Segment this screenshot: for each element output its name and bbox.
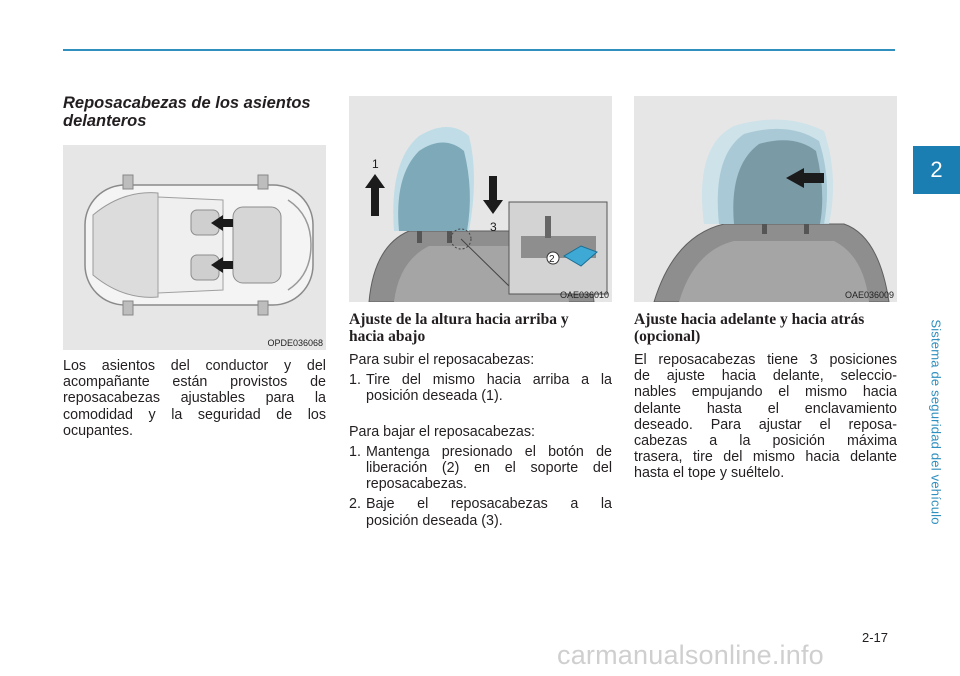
intro-paragraph: Los asientos del conductor y del acompañante están provistos de reposacabezas ajustables para la comodidad y la seguridad de los ocupantes. xyxy=(63,358,326,439)
column-tilt-adjustment xyxy=(634,96,897,482)
section-title-text: Sistema de seguridad del vehículo xyxy=(928,319,944,525)
up-arrow-icon xyxy=(365,174,385,216)
figure-label-1: 1 xyxy=(372,157,379,171)
figure-code: OPDE036068 xyxy=(267,338,323,348)
headrest-height-figure xyxy=(349,96,612,302)
column-height-adjustment xyxy=(349,96,612,529)
section-heading: Reposacabezas de los asientos delanteros xyxy=(63,94,311,130)
figure-label-3: 3 xyxy=(490,220,497,234)
watermark: carmanualsonline.info xyxy=(557,640,824,670)
tilt-paragraph: El reposacabezas tiene 3 posiciones de ajuste hacia delante, seleccio- nables empujando el mismo hacia delante hasta el enclavamiento deseado. Para ajustar el reposa- cabezas a la posición máxima trasera, tire del mismo hacia delante hasta el tope y suéltelo. xyxy=(634,352,897,482)
raise-step-1: 1. Tire del mismo hacia arriba a la posición deseada (1). xyxy=(349,372,612,405)
subsection-heading: Ajuste hacia adelante y hacia atrás (opcional) xyxy=(634,311,865,345)
headrest-height-illustration xyxy=(349,96,612,302)
top-rule xyxy=(63,49,895,51)
section-number-tab: 2 xyxy=(913,146,960,194)
lower-step-1: 1. Mantenga presionado el botón de liberación (2) en el soporte del reposacabezas. xyxy=(349,443,612,493)
figure-label-2: 2 xyxy=(549,254,555,265)
figure-code: OAE036010 xyxy=(559,290,609,300)
figure-code: OAE036009 xyxy=(844,290,894,300)
raise-intro: Para subir el reposacabezas: xyxy=(349,352,535,368)
headrest-tilt-illustration xyxy=(634,96,897,302)
lower-step-2: 2. Baje el reposacabezas a la posición deseada (3). xyxy=(349,496,612,529)
subsection-heading: Ajuste de la altura hacia arriba y hacia abajo xyxy=(349,311,569,345)
car-top-view-figure xyxy=(63,145,326,350)
lower-intro: Para bajar el reposacabezas: xyxy=(349,423,535,440)
down-arrow-icon xyxy=(483,176,503,214)
page-number: 2-17 xyxy=(862,630,889,645)
car-top-view-illustration xyxy=(63,145,326,350)
column-front-headrests xyxy=(63,94,326,439)
headrest-tilt-figure xyxy=(634,96,897,302)
